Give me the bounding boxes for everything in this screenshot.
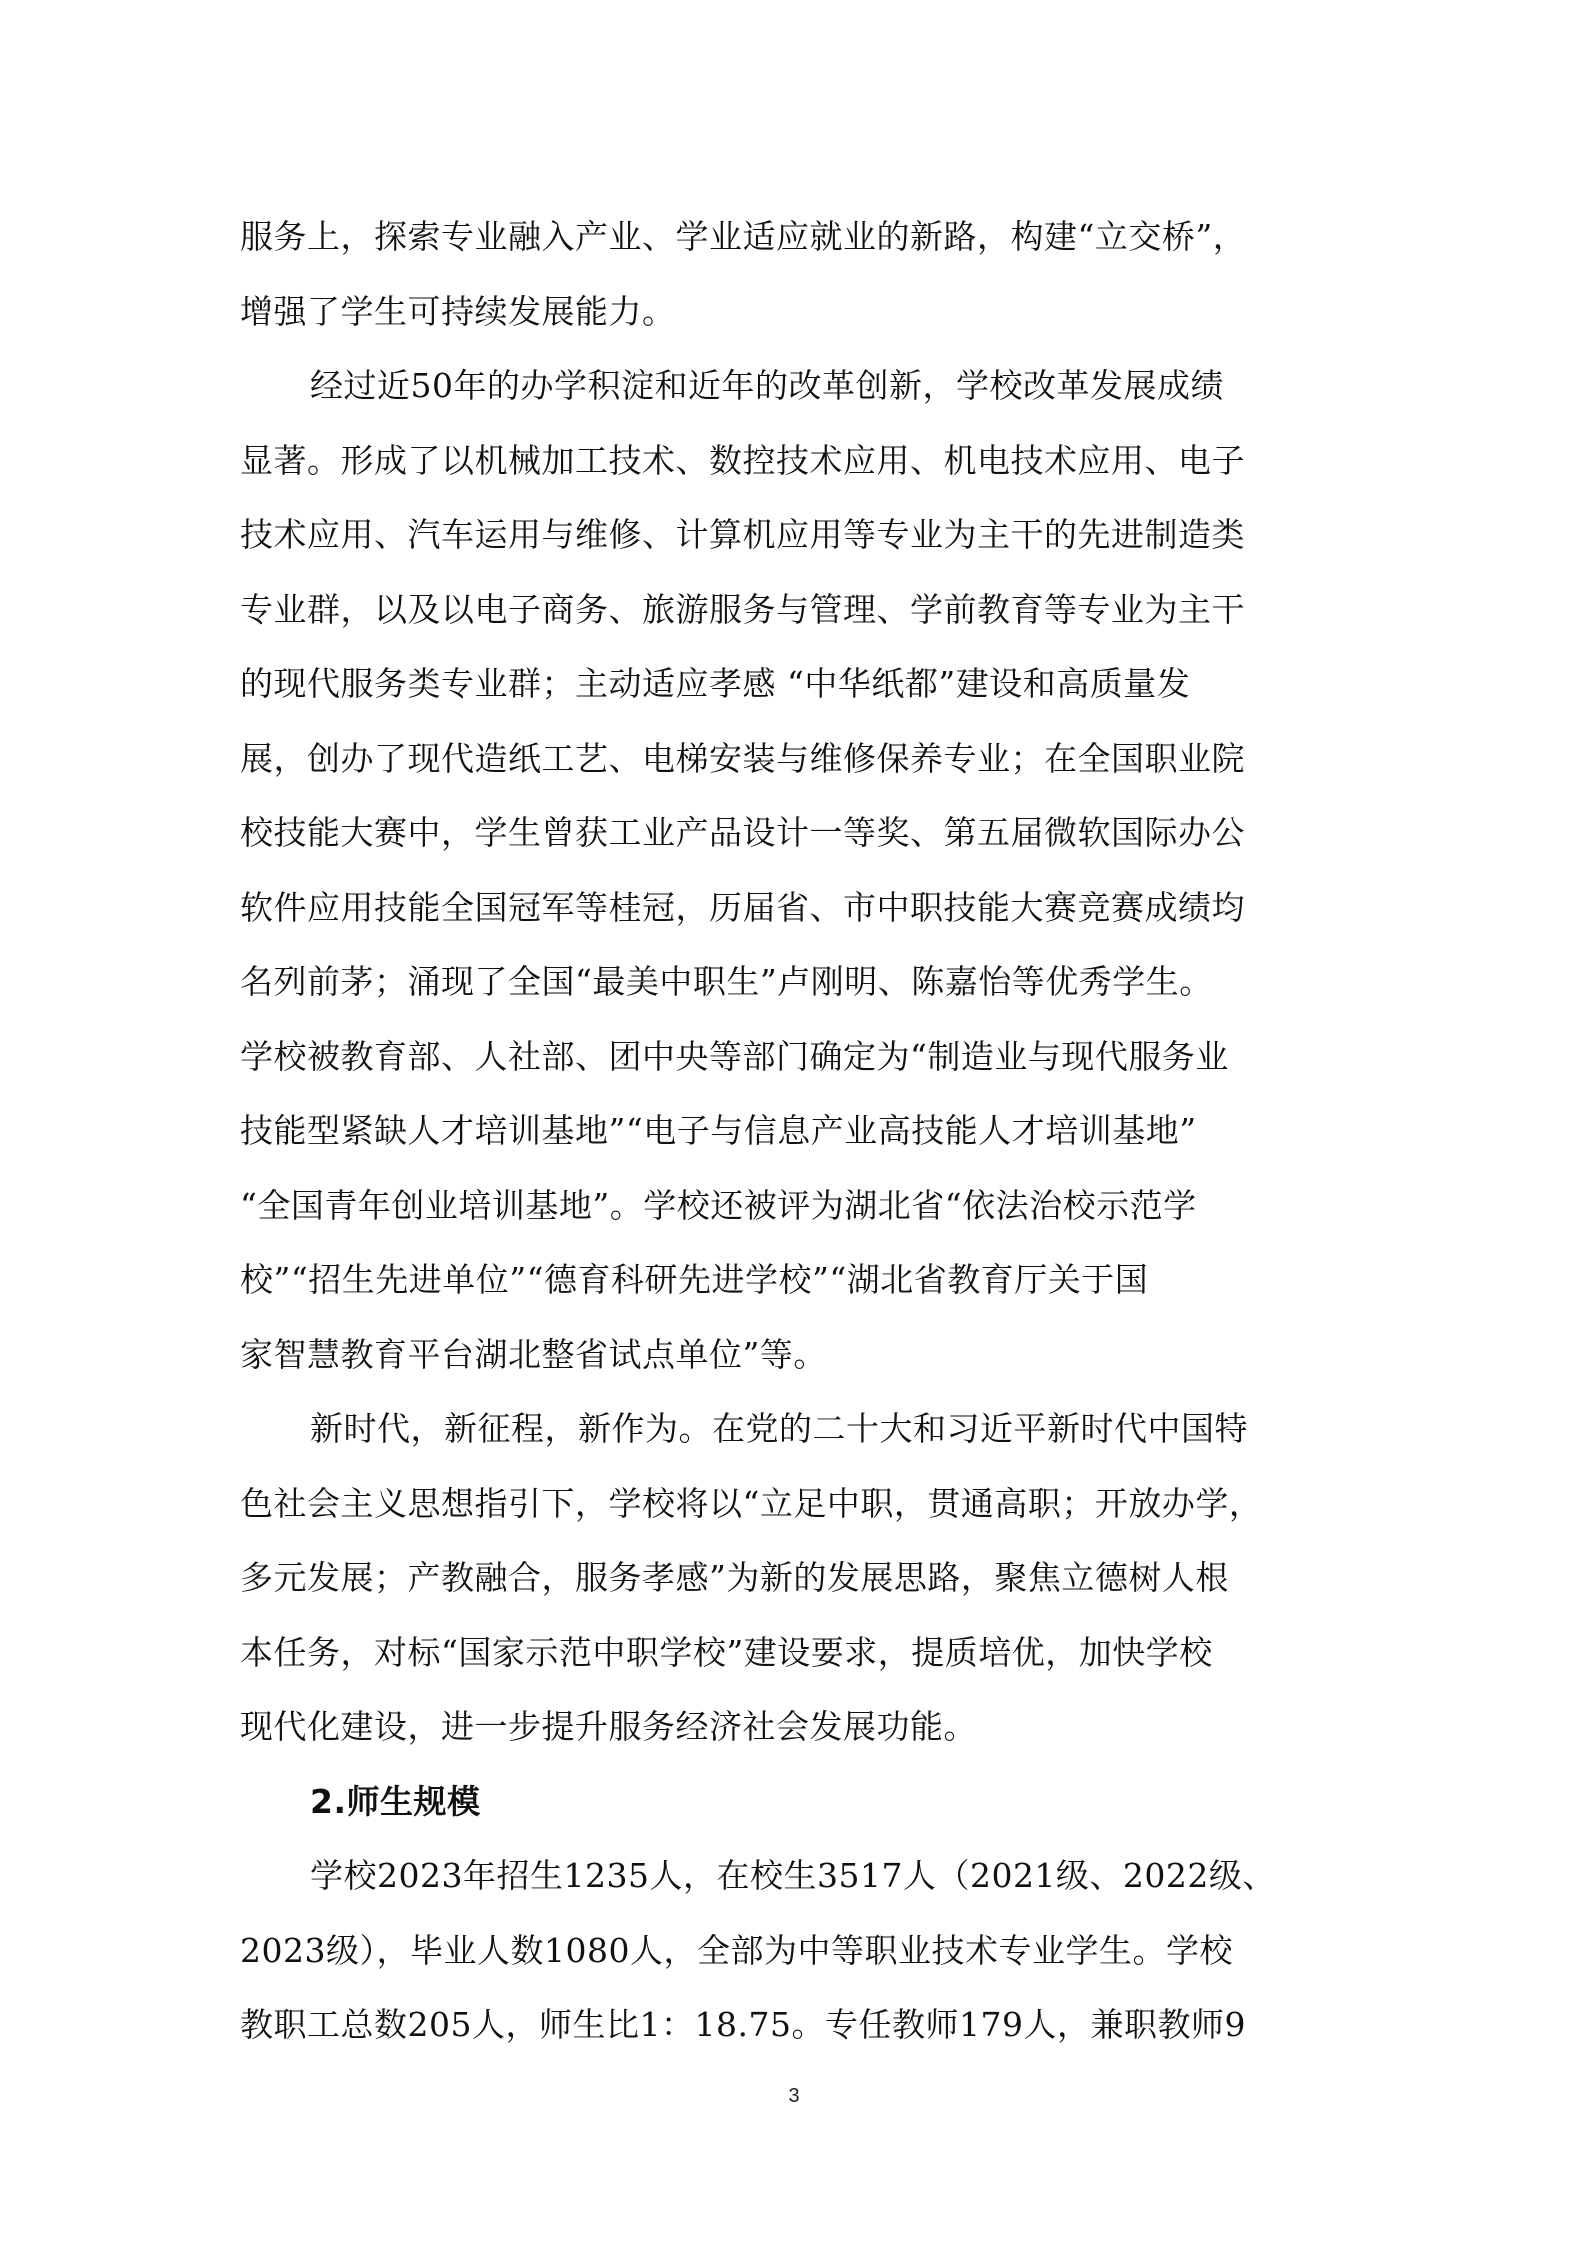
paragraph-line: 教职工总数205人，师生比1：18.75。专任教师179人，兼职教师9 (240, 2005, 1246, 2044)
page-number: 3 (788, 2085, 800, 2107)
section-heading: 2.师生规模 (310, 1781, 481, 1821)
paragraph-line: 显著。形成了以机械加工技术、数控技术应用、机电技术应用、电子 (240, 440, 1245, 480)
paragraph-line: 校技能大赛中，学生曾获工业产品设计一等奖、第五届微软国际办公 (240, 813, 1245, 852)
paragraph-line: 增强了学生可持续发展能力。 (240, 291, 676, 331)
paragraph-line: 色社会主义思想指引下，学校将以“立足中职，贯通高职；开放办学， (240, 1483, 1263, 1523)
paragraph-line: 新时代，新征程，新作为。在党的二十大和习近平新时代中国特 (310, 1409, 1248, 1448)
paragraph-line: 多元发展；产教融合，服务孝感”为新的发展思路，聚焦立德树人根 (240, 1558, 1229, 1597)
paragraph-line: 展，创办了现代造纸工艺、电梯安装与维修保养专业；在全国职业院 (240, 738, 1245, 778)
paragraph-line: 现代化建设，进一步提升服务经济社会发展功能。 (240, 1707, 977, 1746)
paragraph-line: 本任务，对标“国家示范中职学校”建设要求，提质培优，加快学校 (240, 1632, 1213, 1672)
paragraph-line: 软件应用技能全国冠军等桂冠，历届省、市中职技能大赛竞赛成绩均 (240, 887, 1245, 927)
paragraph-line: 服务上，探索专业融入产业、学业适应就业的新路，构建“立交桥”， (240, 217, 1247, 256)
paragraph-line: 校”“招生先进单位”“德育科研先进学校”“湖北省教育厅关于国 (240, 1260, 1149, 1299)
paragraph-line: 学校被教育部、人社部、团中央等部门确定为“制造业与现代服务业 (240, 1036, 1229, 1076)
paragraph-line: 经过近50年的办学积淀和近年的改革创新，学校改革发展成绩 (310, 366, 1224, 405)
document-body (240, 200, 1355, 2063)
paragraph-line: 技能型紧缺人才培训基地”“电子与信息产业高技能人才培训基地” (240, 1111, 1197, 1150)
paragraph-line: 技术应用、汽车运用与维修、计算机应用等专业为主干的先进制造类 (240, 515, 1245, 554)
paragraph-line: 专业群，以及以电子商务、旅游服务与管理、学前教育等专业为主干 (240, 589, 1245, 629)
paragraph-line: 的现代服务类专业群；主动适应孝感 “中华纸都”建设和高质量发 (240, 664, 1191, 703)
paragraph-line: “全国青年创业培训基地”。学校还被评为湖北省“依法治校示范学 (240, 1185, 1197, 1225)
paragraph-line: 2023级），毕业人数1080人，全部为中等职业技术专业学生。学校 (240, 1930, 1233, 1970)
paragraph-line: 名列前茅；涌现了全国“最美中职生”卢刚明、陈嘉怡等优秀学生。 (240, 962, 1213, 1001)
paragraph-line: 家智慧教育平台湖北整省试点单位”等。 (240, 1334, 827, 1374)
paragraph-line: 学校2023年招生1235人，在校生3517人（2021级、2022级、 (310, 1856, 1276, 1895)
